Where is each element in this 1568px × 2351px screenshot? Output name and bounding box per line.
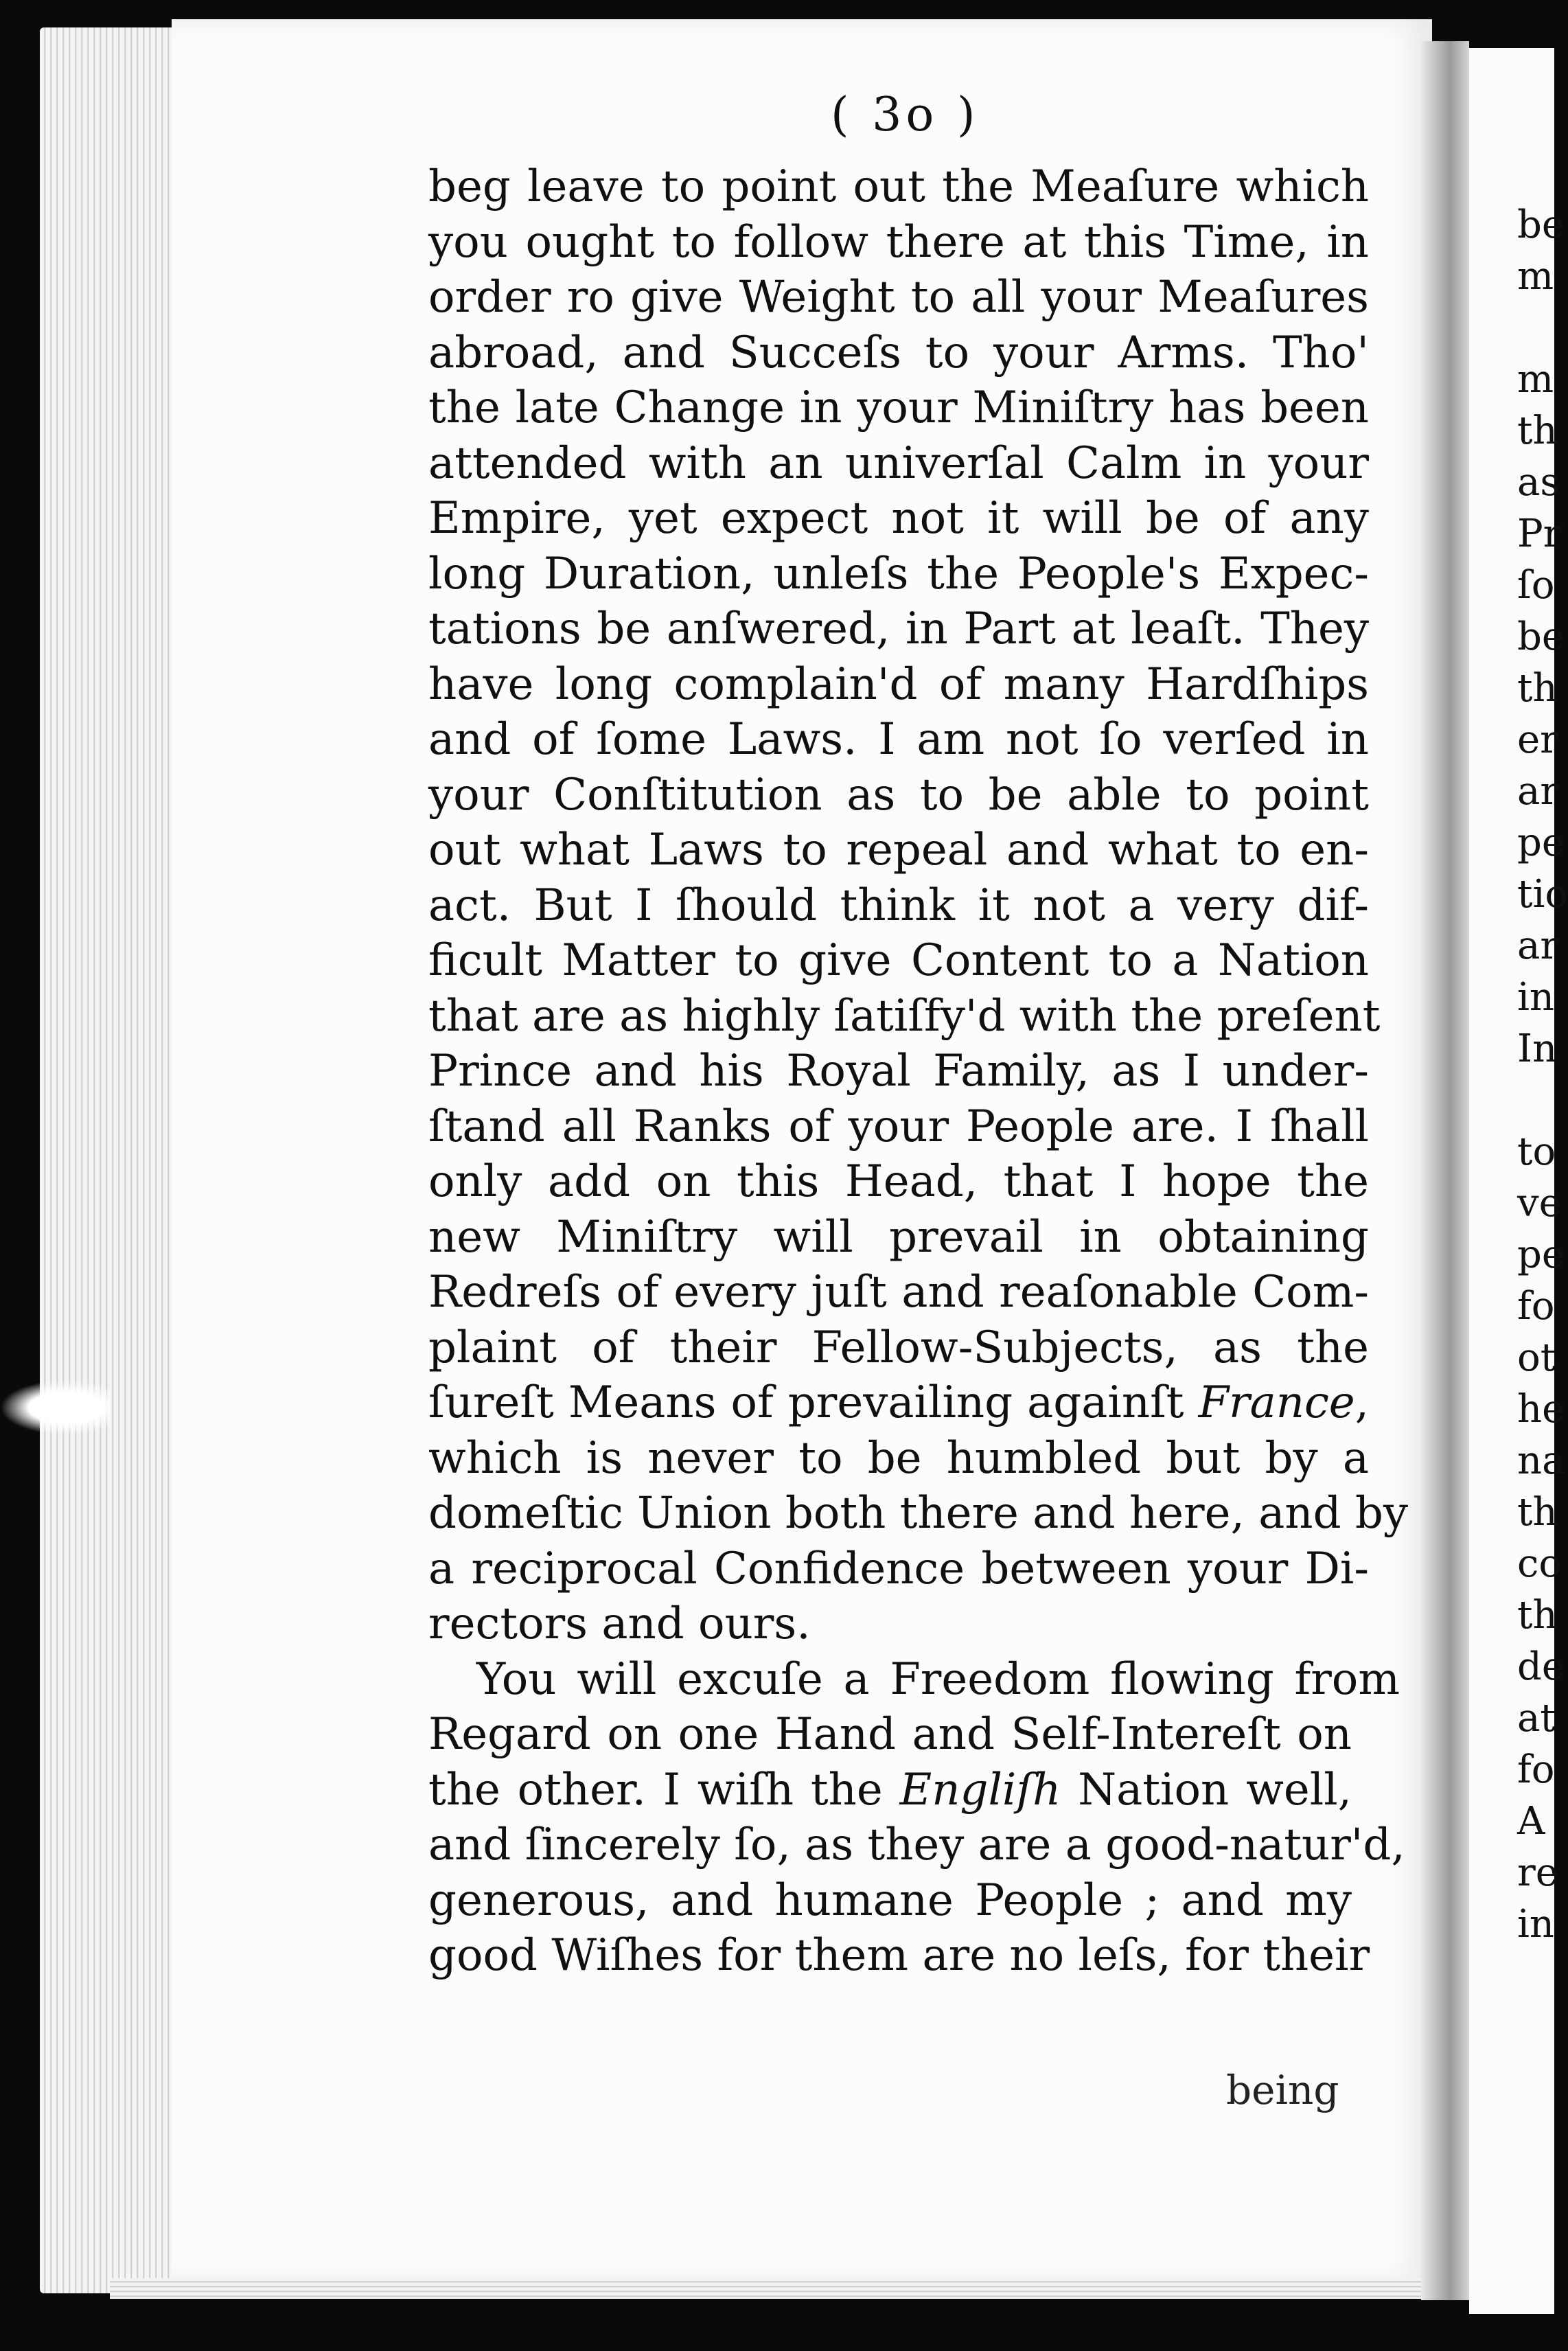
facing-page-fragment: he [1517,1387,1565,1432]
text-line: you ought to follow there at this Time, in [428,216,1369,268]
facing-page-fragment: In [1517,1027,1558,1071]
text-line: the other. I wiſh the Engliſh Nation well, [428,1764,1352,1815]
text-line: and of ſome Laws. I am not ſo verſed in [428,714,1369,765]
facing-page-fragment: as [1517,460,1560,505]
facing-page-fragment: tio [1517,872,1568,917]
text-line: order ro give Weight to all your Meaſures [428,272,1369,323]
facing-page-fragment: be [1517,203,1565,247]
facing-page-fragment: th [1517,409,1558,453]
text-line: act. But I ſhould think it not a very dif- [428,880,1369,931]
text-line: Redreſs of every juſt and reaſonable Com- [428,1267,1369,1318]
text-line: new Miniſtry will prevail in obtaining [428,1211,1369,1263]
text-line: ficult Matter to give Content to a Nation [428,935,1369,986]
facing-page-fragment: m [1517,357,1554,402]
text-line: out what Laws to repeal and what to en- [428,825,1369,875]
facing-page-fragment: na [1517,1438,1565,1483]
facing-page-fragment: co [1517,1541,1563,1586]
text-line: plaint of their Fellow-Subjects, as the [428,1322,1369,1373]
text-line: your Conſtitution as to be able to point [428,769,1369,821]
text-line: You will excuſe a Freedom flowing from [476,1653,1400,1705]
text-line: Regard on one Hand and Self-Intereſt on [428,1709,1352,1760]
facing-page-fragment: A [1517,1799,1545,1844]
facing-page-fragment: ar [1517,924,1559,968]
facing-page [1469,48,1568,2314]
text-line: domeſtic Union both there and here, and by [428,1488,1408,1539]
facing-page-fragment: fo [1517,1284,1555,1329]
text-line: abroad, and Succeſs to your Arms. Tho' [428,327,1369,378]
facing-page-fragment: er [1517,718,1558,762]
text-line: and ſincerely ſo, as they are a good-natur'd, [428,1820,1405,1870]
facing-page-fragment: de [1517,1644,1565,1689]
facing-page-fragment: in [1517,1902,1554,1947]
text-line: which is never to be humbled but by a [428,1432,1369,1484]
page-bottom-edge [110,2278,1435,2299]
facing-page-fragment: ar [1517,769,1559,814]
facing-page-fragment: fo [1517,1747,1555,1792]
facing-page-fragment: in [1517,975,1554,1020]
text-line: attended with an univerſal Calm in your [428,437,1369,489]
facing-page-fragment: ve [1517,1181,1562,1226]
text-line: generous, and humane People ; and my [428,1874,1352,1926]
facing-page-fragment: pe [1517,1232,1565,1277]
text-line: that are as highly ſatiſfy'd with the preſent [428,990,1381,1042]
text-line: Empire, yet expect not it will be of any [428,493,1369,544]
page-number-header: ( 3o ) [831,88,980,142]
text-line: Prince and his Royal Family, as I under- [428,1046,1369,1097]
text-line: beg leave to point out the Meaſure which [428,161,1369,212]
facing-page-fragment: th [1517,1593,1558,1638]
text-line: ſtand all Ranks of your People are. I ſhall [428,1101,1369,1152]
text-line: rectors and ours. [428,1598,811,1649]
paper-smudge [0,1380,110,1435]
text-line: long Duration, unleſs the People's Expec- [428,548,1369,599]
facing-page-fragment: pe [1517,821,1565,865]
text-line: have long complain'd of many Hardſhips [428,658,1369,710]
text-line: good Wiſhes for them are no leſs, for their [428,1930,1370,1981]
facing-page-fragment: ſo [1517,563,1555,608]
facing-page-fragment: th [1517,1490,1558,1535]
book-gutter [1421,41,1469,2300]
facing-page-fragment: at [1517,1696,1556,1741]
facing-page-fragment: be [1517,615,1565,659]
page-body-text [428,159,1408,1984]
text-line: only add on this Head, that I hope the [428,1156,1369,1207]
text-line: tations be anſwered, in Part at leaſt. They [428,604,1369,654]
facing-page-fragment: m [1517,254,1554,299]
text-line: the late Change in your Miniſtry has been [428,382,1369,433]
catchword: being [1226,2067,1339,2113]
facing-page-fragment: to [1517,1129,1556,1174]
facing-page-fragment: ot [1517,1335,1556,1380]
facing-page-fragment: Pr [1517,512,1562,556]
page-stack-edge [40,27,184,2293]
facing-page-fragment: th [1517,666,1558,711]
text-line: a reciprocal Confidence between your Di- [428,1543,1369,1594]
facing-page-fragment: re [1517,1850,1558,1895]
text-line: ſureſt Means of prevailing againſt France, [428,1377,1369,1428]
